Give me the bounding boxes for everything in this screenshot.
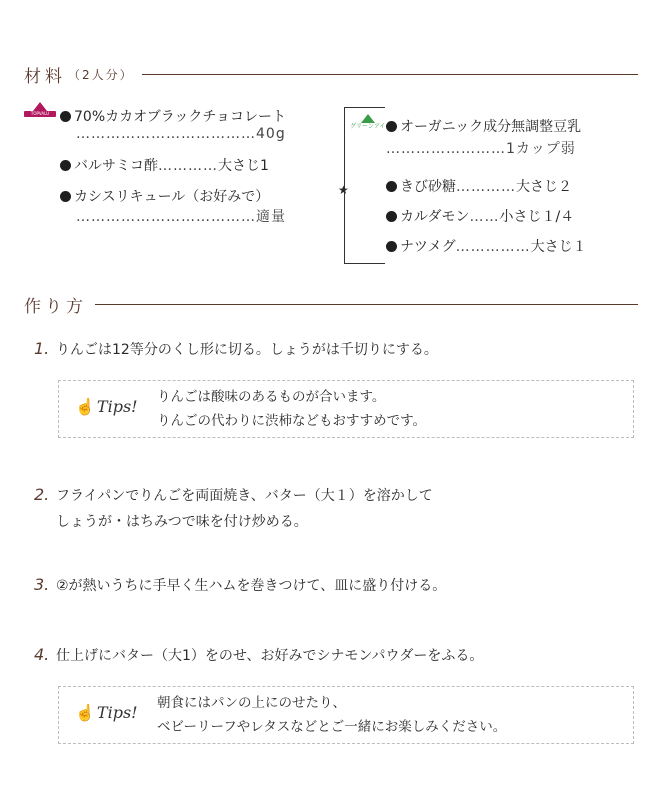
green-eye-logo-text: グリーンアイ (350, 123, 386, 130)
tips-line: 朝食にはパンの上にのせたり、 (157, 695, 346, 711)
ingredient-name: きび砂糖 (400, 179, 456, 195)
step-3 (34, 572, 446, 599)
star-group-bracket (344, 107, 385, 264)
step-number: 4. (34, 645, 50, 664)
method-header (24, 292, 638, 317)
ingredient-name: カシスリキュール（お好みで） (74, 189, 270, 205)
pointing-hand-icon: ☝ (75, 397, 95, 416)
tips-label: Tips! (96, 397, 138, 416)
ingredients-title: 材料 (24, 67, 66, 87)
ingredient-amount: 適量 (256, 209, 286, 225)
tips-badge (75, 703, 138, 722)
bullet-icon (60, 191, 71, 202)
tips-line: りんごは酸味のあるものが合います。 (157, 389, 386, 405)
topvalu-mark-icon (33, 102, 47, 111)
step-number: 1. (34, 339, 50, 358)
ingredient-name: バルサミコ酢 (74, 158, 158, 174)
leader-dots: …………………… (386, 141, 506, 157)
ingredient-amount-line (76, 126, 286, 142)
ingredient-amount: 大さじ1 (218, 158, 269, 174)
bullet-icon (386, 121, 397, 132)
ingredient-item (386, 178, 572, 196)
bullet-icon (60, 111, 71, 122)
step-number: 2. (34, 485, 50, 504)
ingredients-servings: （2人分） (68, 68, 134, 82)
ingredient-amount: 1カップ弱 (506, 141, 576, 157)
ingredients-header (24, 62, 638, 87)
tips-label: Tips! (96, 703, 138, 722)
ingredient-amount: 大さじ２ (516, 179, 572, 195)
step-text: りんごは12等分のくし形に切る。しょうがは千切りにする。 (56, 342, 438, 358)
leader-dots: …………… (455, 239, 531, 255)
ingredient-name: 70%カカオブラックチョコレート (74, 109, 286, 125)
tips-badge (75, 397, 138, 416)
ingredient-item (60, 108, 286, 126)
ingredient-item (386, 208, 574, 226)
tips-text (157, 691, 506, 739)
ingredient-item (60, 188, 269, 206)
leader-dots: …… (469, 209, 500, 225)
star-icon: ★ (338, 183, 349, 197)
ingredient-name: ナツメグ (400, 239, 456, 255)
ingredient-name: オーガニック成分無調整豆乳 (400, 119, 582, 135)
tips-box (58, 380, 634, 438)
step-1 (34, 336, 438, 363)
leader-dots: ……………………………… (76, 209, 256, 225)
method-title: 作り方 (24, 297, 87, 317)
tips-text (157, 385, 426, 433)
topvalu-logo (24, 102, 56, 117)
ingredient-item (60, 157, 269, 175)
ingredient-item (386, 238, 587, 256)
bullet-icon (386, 181, 397, 192)
header-rule (142, 74, 638, 75)
step-text: 仕上げにバター（大1）をのせ、お好みでシナモンパウダーをふる。 (56, 648, 484, 664)
step-2 (34, 482, 433, 535)
step-text-continued: しょうが・はちみつで味を付け炒める。 (56, 514, 308, 530)
header-rule (95, 304, 638, 305)
bullet-icon (60, 160, 71, 171)
green-eye-mark-icon (361, 114, 375, 123)
step-number: 3. (34, 575, 50, 594)
bullet-icon (386, 211, 397, 222)
ingredient-item (386, 118, 581, 136)
ingredient-amount-line (386, 138, 576, 158)
step-text: フライパンでりんごを両面焼き、バター（大１）を溶かして (56, 488, 433, 504)
step-text: ②が熱いうちに手早く生ハムを巻きつけて、皿に盛り付ける。 (56, 578, 447, 594)
tips-line: りんごの代わりに渋柿などもおすすめです。 (157, 413, 427, 429)
green-eye-logo (350, 114, 385, 130)
leader-dots: ………… (456, 179, 516, 195)
tips-box (58, 686, 634, 744)
leader-dots: ……………………………… (76, 126, 256, 142)
ingredient-amount: 大さじ１ (530, 239, 587, 255)
leader-dots: ………… (158, 158, 218, 174)
ingredient-amount: 小さじ１/４ (499, 209, 575, 225)
ingredient-amount-line (76, 206, 286, 226)
bullet-icon (386, 241, 397, 252)
ingredient-name: カルダモン (400, 209, 470, 225)
topvalu-logo-text: TOPVALU (24, 111, 56, 117)
ingredient-amount: 40g (256, 126, 286, 142)
step-4 (34, 642, 483, 669)
tips-line: ベビーリーフやレタスなどとご一緒にお楽しみください。 (157, 719, 507, 735)
pointing-hand-icon: ☝ (75, 703, 95, 722)
